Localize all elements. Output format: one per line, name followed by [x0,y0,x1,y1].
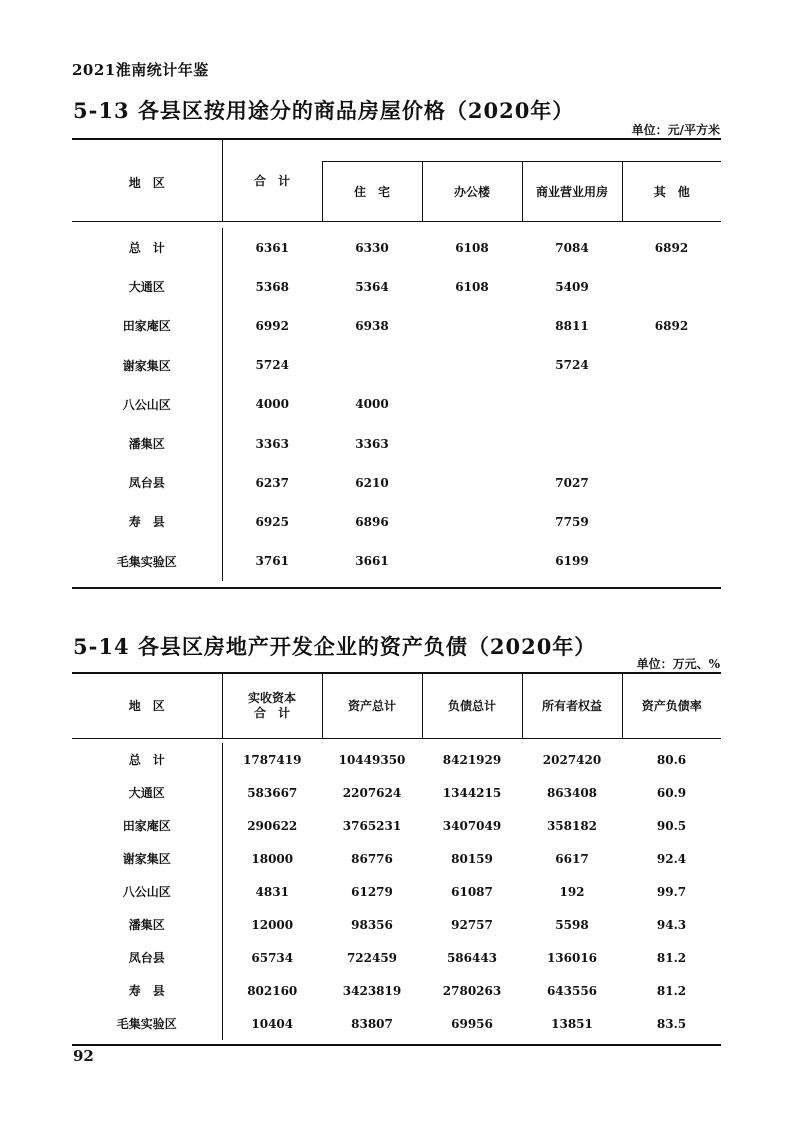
cell-total-assets: 3423819 [342,983,402,998]
row-region: 八公山区 [72,875,222,908]
cell-total: 3363 [255,436,289,451]
table-row [72,502,721,541]
header-total-liabilities: 负债总计 [422,673,522,739]
cell-residential: 5364 [355,279,389,294]
book-title: 2021淮南统计年鉴 [72,61,209,79]
table-row [72,974,721,1007]
cell-other: 6892 [654,318,689,333]
cell-total-assets: 83807 [351,1016,393,1031]
table-row [72,463,721,502]
cell-paid-capital: 802160 [247,983,298,998]
cell-owners-equity: 2027420 [542,752,602,767]
cell-office [422,385,522,424]
cell-paid-capital: 10404 [251,1016,294,1031]
cell-debt-ratio: 92.4 [656,851,687,866]
cell-total: 6361 [255,240,289,255]
table1-title: 5-13 各县区按用途分的商品房屋价格（2020年） [73,98,575,123]
cell-debt-ratio: 81.2 [656,983,687,998]
cell-residential: 6938 [355,318,389,333]
cell-office [422,502,522,541]
header-debt-ratio: 资产负债率 [622,673,721,739]
table-row [72,776,721,809]
cell-residential: 3363 [355,436,389,451]
cell-total-liabilities: 586443 [446,950,498,965]
row-region: 田家庵区 [72,809,222,842]
cell-commercial: 7759 [555,514,589,529]
cell-debt-ratio: 60.9 [656,785,687,800]
cell-debt-ratio: 81.2 [656,950,687,965]
cell-office: 6108 [455,240,489,255]
cell-office [422,424,522,463]
cell-total-liabilities: 1344215 [442,785,502,800]
cell-commercial: 8811 [555,318,589,333]
header-other: 其 他 [622,162,721,222]
cell-paid-capital: 290622 [247,818,298,833]
cell-paid-capital: 18000 [251,851,294,866]
row-region: 八公山区 [72,385,222,424]
cell-paid-capital: 583667 [247,785,298,800]
row-region: 田家庵区 [72,306,222,345]
header-owners-equity: 所有者权益 [522,673,622,739]
price-table [72,138,721,589]
cell-residential: 3661 [355,554,389,569]
cell-commercial: 7027 [555,475,589,490]
table-row [72,842,721,875]
cell-residential [322,346,422,385]
cell-paid-capital: 65734 [251,950,294,965]
table-row [72,228,721,267]
table-row [72,542,721,581]
cell-office [422,346,522,385]
cell-commercial [522,385,622,424]
cell-total-assets: 98356 [351,917,393,932]
cell-total: 6237 [255,475,289,490]
cell-total: 3761 [255,554,289,569]
cell-other [622,346,721,385]
header-paid-capital-line1: 实收资本 [247,691,296,705]
header-paid-capital-line2: 合 计 [253,706,290,720]
cell-residential: 4000 [355,397,389,412]
header-region: 地 区 [72,673,222,739]
cell-debt-ratio: 99.7 [656,884,687,899]
table2-title: 5-14 各县区房地产开发企业的资产负债（2020年） [73,634,597,659]
row-region: 寿 县 [72,502,222,541]
row-region: 寿 县 [72,974,222,1007]
row-region: 大通区 [72,776,222,809]
cell-office [422,542,522,581]
cell-total-liabilities: 92757 [451,917,493,932]
cell-total-assets: 10449350 [338,752,406,767]
header-paid-capital [222,673,322,739]
cell-total-assets: 722459 [346,950,398,965]
row-region: 凤台县 [72,463,222,502]
cell-other [622,502,721,541]
table-row [72,743,721,776]
cell-owners-equity: 136016 [546,950,598,965]
cell-debt-ratio: 90.5 [656,818,687,833]
header-office: 办公楼 [422,162,522,222]
cell-commercial: 5724 [555,358,589,373]
cell-paid-capital: 1787419 [243,752,302,767]
table-row [72,908,721,941]
cell-other [622,542,721,581]
row-region: 总 计 [72,228,222,267]
cell-total-assets: 61279 [351,884,393,899]
cell-total: 5368 [255,279,289,294]
cell-paid-capital: 12000 [251,917,294,932]
row-region: 谢家集区 [72,842,222,875]
cell-owners-equity: 13851 [551,1016,593,1031]
table1-unit: 单位：元/平方米 [631,123,720,137]
cell-debt-ratio: 80.6 [656,752,687,767]
cell-total-assets: 3765231 [342,818,402,833]
row-region: 潘集区 [72,424,222,463]
cell-commercial [522,424,622,463]
cell-other [622,267,721,306]
cell-other: 6892 [654,240,689,255]
cell-other [622,424,721,463]
row-region: 大通区 [72,267,222,306]
cell-office [422,463,522,502]
table-row [72,1007,721,1040]
cell-office [422,306,522,345]
cell-owners-equity: 643556 [546,983,598,998]
table-row [72,346,721,385]
cell-owners-equity: 5598 [555,917,589,932]
cell-debt-ratio: 94.3 [656,917,687,932]
cell-total: 4000 [255,397,289,412]
row-region: 毛集实验区 [72,1007,222,1040]
row-region: 潘集区 [72,908,222,941]
table-row [72,385,721,424]
cell-other [622,385,721,424]
table-row [72,424,721,463]
page-number: 92 [73,1047,94,1065]
cell-owners-equity: 358182 [546,818,598,833]
cell-total-assets: 2207624 [342,785,402,800]
cell-commercial: 6199 [555,554,589,569]
table-row [72,306,721,345]
row-region: 毛集实验区 [72,542,222,581]
cell-paid-capital: 4831 [255,884,289,899]
row-region: 谢家集区 [72,346,222,385]
cell-residential: 6210 [355,475,389,490]
cell-total: 6992 [255,318,289,333]
cell-office: 6108 [455,279,489,294]
table-row [72,875,721,908]
table-row [72,809,721,842]
cell-residential: 6330 [355,240,389,255]
cell-residential: 6896 [355,514,389,529]
cell-commercial: 7084 [555,240,589,255]
header-total-assets: 资产总计 [322,673,422,739]
cell-total-liabilities: 8421929 [442,752,502,767]
table-row [72,941,721,974]
table-row [72,267,721,306]
header-commercial: 商业营业用房 [522,162,622,222]
cell-owners-equity: 192 [559,884,585,899]
cell-debt-ratio: 83.5 [656,1016,687,1031]
cell-total-assets: 86776 [351,851,393,866]
cell-owners-equity: 6617 [555,851,589,866]
cell-total-liabilities: 3407049 [442,818,502,833]
asset-liability-table [72,672,721,1046]
row-region: 凤台县 [72,941,222,974]
cell-total-liabilities: 80159 [451,851,493,866]
table2-unit: 单位：万元、% [636,657,720,671]
cell-total: 6925 [255,514,289,529]
cell-total-liabilities: 69956 [451,1016,493,1031]
header-region: 地 区 [72,139,222,222]
cell-total: 5724 [255,358,289,373]
cell-other [622,463,721,502]
cell-commercial: 5409 [555,279,589,294]
header-total: 合 计 [222,139,322,222]
cell-total-liabilities: 61087 [451,884,493,899]
row-region: 总 计 [72,743,222,776]
cell-owners-equity: 863408 [546,785,598,800]
header-residential: 住 宅 [322,162,422,222]
cell-total-liabilities: 2780263 [442,983,502,998]
